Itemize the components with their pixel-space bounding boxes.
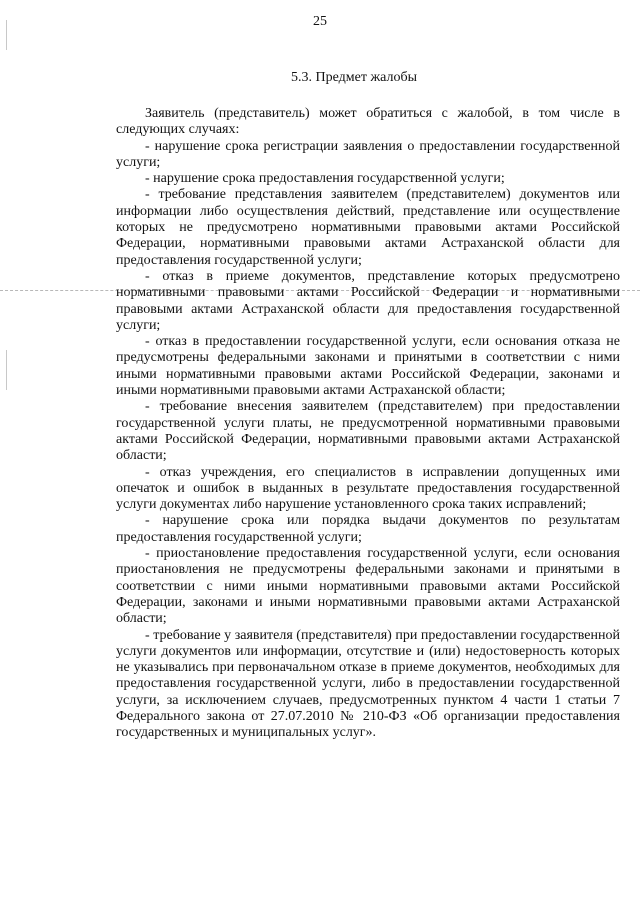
- list-item: - нарушение срока регистрации заявления о предоставлении государственной услуги;: [116, 138, 620, 170]
- list-item: - нарушение срока или порядка выдачи документов по результатам предоставления государственной услуги;: [116, 513, 620, 545]
- list-item: - приостановление предоставления государственной услуги, если основания приостановления не предусмотрены федеральными законами и принятыми в соответствии с ними иными нормативными правовыми актами Российской Федерации, законами и иными нормативными правовыми актами Астраханской области;: [116, 546, 620, 627]
- list-item: - нарушение срока предоставления государственной услуги;: [145, 171, 505, 187]
- section-heading: 5.3. Предмет жалобы: [291, 70, 417, 85]
- paragraph: Заявитель (представитель) может обратиться с жалобой, в том числе в следующих случаях:: [116, 106, 620, 138]
- list-item: - отказ в приеме документов, представление которых предусмотрено нормативными правовыми актами Российской Федерации и нормативными правовыми актами Астраханской области для предоставления государственной услуги;: [116, 268, 620, 333]
- margin-scan-mark: [6, 350, 7, 390]
- list-item: - отказ в предоставлении государственной услуги, если основания отказа не предусмотрены федеральными законами и принятыми в соответствии с ними иными нормативными правовыми актами Российской Федерации, законами и иными нормативными правовыми актами Астраханской области;: [116, 334, 620, 399]
- margin-scan-mark: [6, 20, 7, 50]
- complaint-body: [116, 106, 620, 742]
- list-item: - отказ учреждения, его специалистов в исправлении допущенных ими опечаток и ошибок в выданных в результате предоставления государственной услуги документах либо нарушение установленного срока таких исправлений;: [116, 464, 620, 513]
- page-number: 25: [313, 14, 327, 29]
- list-item: - требование внесения заявителем (представителем) при предоставлении государственной услуги платы, не предусмотренной нормативными правовыми актами Российской Федерации, нормативными правовыми актами Астраханской области;: [116, 399, 620, 464]
- list-item: - требование у заявителя (представителя) при предоставлении государственной услуги документов или информации, отсутствие и (или) недостоверность которых не указывались при первоначальном отказе в приеме документов, необходимых для предоставления государственной услуги, либо в предоставлении государственной услуги, за исключением случаев, предусмотренных пунктом 4 части 1 статьи 7 Федерального закона от 27.07.2010 № 210-ФЗ «Об организации предоставления государственных и муниципальных услуг».: [116, 627, 620, 741]
- list-item: - требование представления заявителем (представителем) документов или информации либо осуществления действий, представление или осуществление которых не предусмотрено нормативными правовыми актами Российской Федерации, нормативными правовыми актами Астраханской области для предоставления государственной услуги;: [116, 187, 620, 268]
